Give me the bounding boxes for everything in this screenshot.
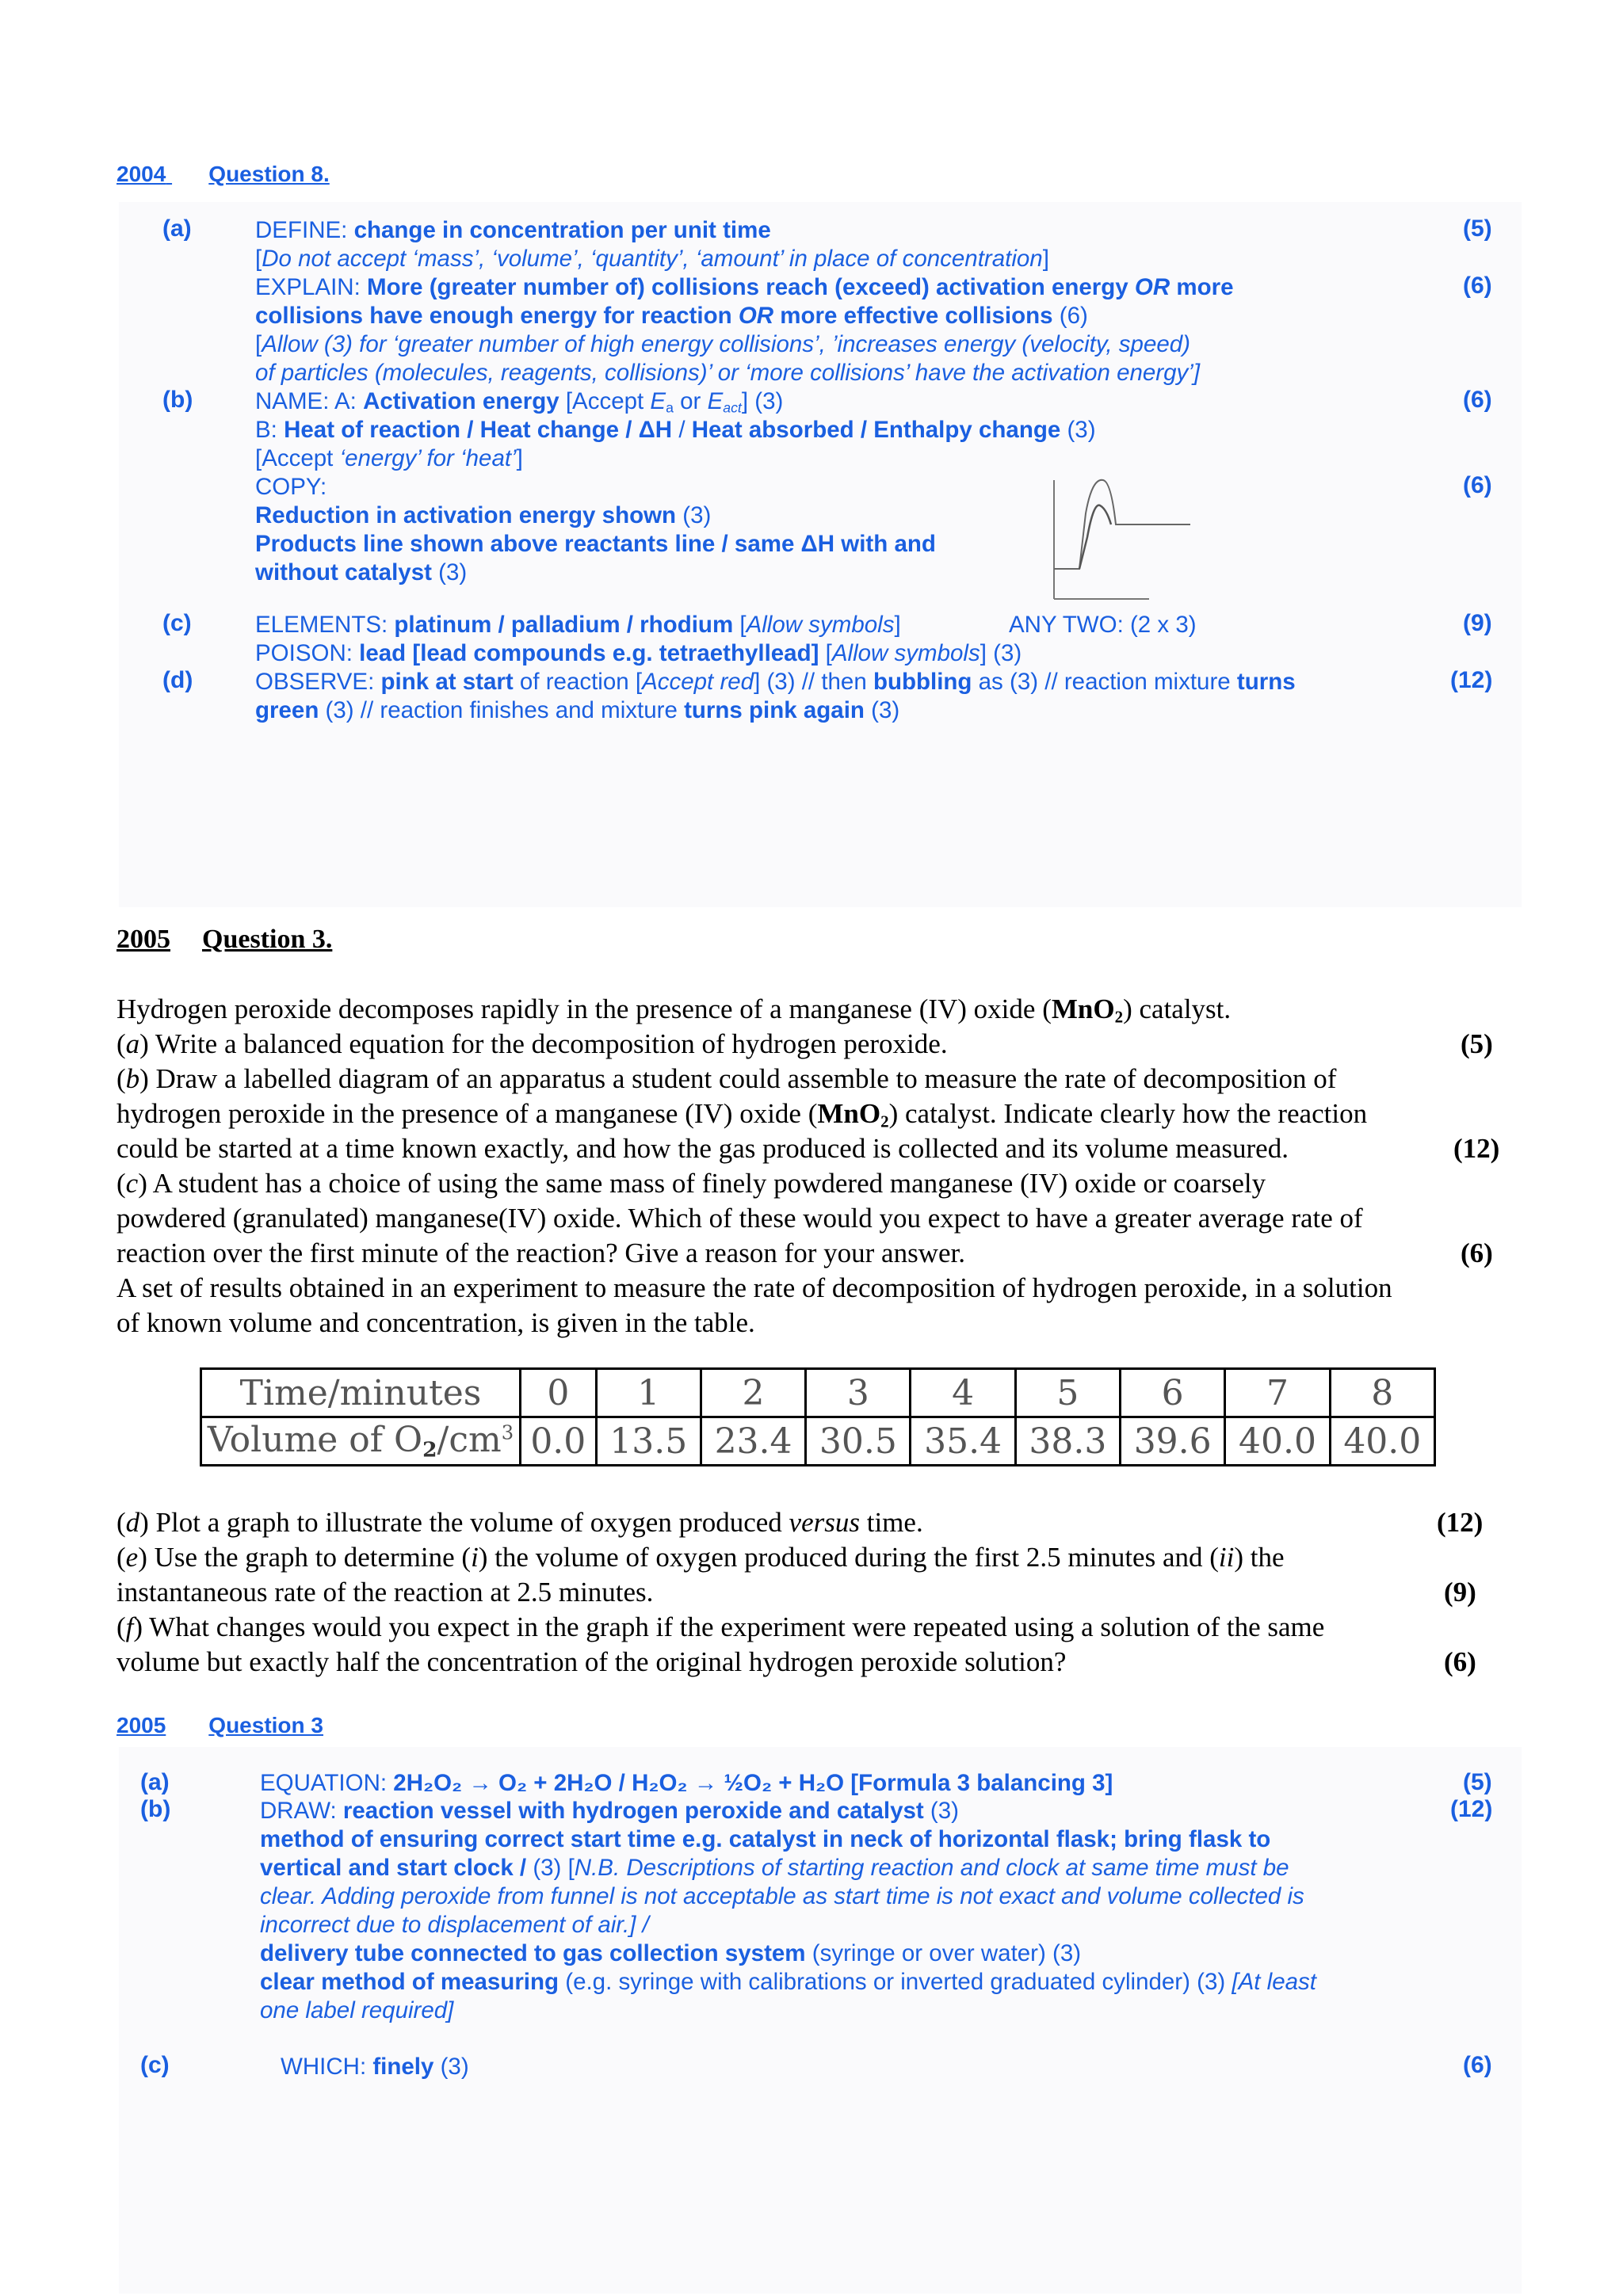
a-line-2: [Do not accept ‘mass’, ‘volume’, ‘quantity’, ‘amount’ in place of concentration]: [255, 246, 1049, 272]
ans-mark-b: (12): [1450, 1796, 1493, 1822]
mark-a-2: (6): [1463, 273, 1492, 299]
ans-b-line-1: DRAW: reaction vessel with hydrogen peroxide and catalyst (3): [260, 1798, 959, 1824]
ans-b-line-6: delivery tube connected to gas collection system (syringe or over water) (3): [260, 1940, 1082, 1966]
b-line-1: NAME: A: Activation energy [Accept $E_a$ or $E_{act}$] (3): [255, 388, 784, 416]
table-row-time: [201, 1369, 1435, 1417]
table-cell: 4: [911, 1369, 1015, 1417]
part-label-b: (b): [162, 387, 193, 413]
table-cell: 39.6: [1121, 1417, 1225, 1466]
energy-profile-sketch: [1048, 474, 1195, 601]
part-label-d: (d): [162, 667, 193, 693]
q-part-d: (d) Plot a graph to illustrate the volume of oxygen produced versus time.: [116, 1507, 923, 1538]
table-cell: 1: [596, 1369, 701, 1417]
b-line-7: without catalyst (3): [255, 559, 468, 585]
q-part-c-2: powdered (granulated) manganese(IV) oxide. Which of these would you expect to have a greater average rate of: [116, 1203, 1363, 1234]
ans-label-c: (c): [140, 2052, 170, 2078]
table-cell: 30.5: [806, 1417, 911, 1466]
c-any-two: ANY TWO: (2 x 3): [1009, 612, 1197, 638]
a-line-4: collisions have enough energy for reaction OR more effective collisions (6): [255, 303, 1088, 329]
b-line-6: Products line shown above reactants line / same ΔH with and: [255, 531, 936, 557]
q-mark-a: (5): [1461, 1028, 1493, 1059]
d-line-1: OBSERVE: pink at start of reaction [Accept red] (3) // then bubbling as (3) // reaction mixture turns: [255, 669, 1296, 695]
a-line-5: [Allow (3) for ‘greater number of high energy collisions’, ’increases energy (velocity, speed): [255, 331, 1190, 357]
a-line-6: of particles (molecules, reagents, collisions)’ or ‘more collisions’ have the activation energy’]: [255, 360, 1201, 386]
b-line-2: B: Heat of reaction / Heat change / ΔH / Heat absorbed / Enthalpy change (3): [255, 417, 1096, 443]
header-year: 2004: [116, 162, 166, 186]
part-label-a: (a): [162, 215, 192, 242]
q-part-b-3: could be started at a time known exactly, and how the gas produced is collected and its volume measured.: [116, 1133, 1289, 1164]
ans-b-line-2: method of ensuring correct start time e.g. catalyst in neck of horizontal flask; bring flask to: [260, 1826, 1271, 1852]
q-part-c-1: (c) A student has a choice of using the same mass of finely powdered manganese (IV) oxide or coarsely: [116, 1168, 1266, 1199]
c-line-1: ELEMENTS: platinum / palladium / rhodium [Allow symbols]: [255, 612, 901, 638]
ans-mark-a: (5): [1463, 1769, 1492, 1795]
q-part-e-2: instantaneous rate of the reaction at 2.5 minutes.: [116, 1577, 654, 1608]
table-cell: 0: [521, 1369, 597, 1417]
table-cell: 2: [701, 1369, 805, 1417]
a-line-3: EXPLAIN: More (greater number of) collisions reach (exceed) activation energy OR more: [255, 274, 1234, 300]
q-mark-e: (9): [1444, 1577, 1476, 1608]
ans-b-line-8: one label required]: [260, 1997, 454, 2023]
table-cell: 7: [1225, 1369, 1330, 1417]
table-cell: 5: [1015, 1369, 1120, 1417]
row-label-volume: Volume of $O_2/cm^3$: [201, 1417, 521, 1466]
table-cell: 13.5: [596, 1417, 701, 1466]
c-line-2: POISON: lead [lead compounds e.g. tetraethyllead] [Allow symbols] (3): [255, 640, 1022, 666]
mark-c: (9): [1463, 610, 1492, 636]
part-label-c: (c): [162, 610, 192, 636]
mark-a-1: (5): [1463, 215, 1492, 242]
ans-a-line: EQUATION: 2H₂O₂ → O₂ + 2H₂O / H₂O₂ → ½O₂ + H₂O [Formula 3 balancing 3]: [260, 1770, 1113, 1796]
table-cell: 35.4: [911, 1417, 1015, 1466]
ans-b-line-4: clear. Adding peroxide from funnel is not acceptable as start time is not exact and volume collected is: [260, 1883, 1304, 1909]
mark-d: (12): [1450, 667, 1493, 693]
b-line-3: [Accept ‘energy’ for ‘heat’]: [255, 445, 523, 471]
table-cell: 38.3: [1015, 1417, 1120, 1466]
q-mark-f: (6): [1444, 1646, 1476, 1677]
b-line-5: Reduction in activation energy shown (3): [255, 502, 712, 528]
ans-b-line-5: incorrect due to displacement of air.] /: [260, 1912, 649, 1938]
table-cell: 3: [806, 1369, 911, 1417]
table-row-volume: [201, 1417, 1435, 1466]
q-set-2: of known volume and concentration, is given in the table.: [116, 1307, 755, 1338]
table-cell: 0.0: [521, 1417, 597, 1466]
ans-mark-c: (6): [1463, 2052, 1492, 2078]
table-cell: 23.4: [701, 1417, 805, 1466]
q-part-a: (a) Write a balanced equation for the decomposition of hydrogen peroxide.: [116, 1028, 948, 1059]
header-question: Question 8.: [208, 162, 330, 186]
q-part-f-1: (f) What changes would you expect in the graph if the experiment were repeated using a solution of the same: [116, 1611, 1325, 1642]
table-cell: 40.0: [1225, 1417, 1330, 1466]
q-mark-d: (12): [1437, 1507, 1484, 1538]
q-mark-c: (6): [1461, 1238, 1493, 1268]
row-label-time: Time/minutes: [201, 1369, 521, 1417]
mark-b-2: (6): [1463, 472, 1492, 498]
a-line-1: DEFINE: change in concentration per unit time: [255, 217, 771, 243]
section-header-2005-answers: 2005 Question 3: [116, 1713, 323, 1737]
q-set-1: A set of results obtained in an experiment to measure the rate of decomposition of hydrogen peroxide, in a solution: [116, 1272, 1392, 1303]
q-part-c-3: reaction over the first minute of the reaction? Give a reason for your answer.: [116, 1238, 965, 1268]
table-cell: 8: [1330, 1369, 1434, 1417]
table-cell: 40.0: [1330, 1417, 1434, 1466]
results-table: [200, 1367, 1436, 1466]
section-header-2004: [116, 162, 330, 187]
ans-b-line-7: clear method of measuring (e.g. syringe with calibrations or inverted graduated cylinder) (3) [At least: [260, 1969, 1316, 1995]
table-cell: 6: [1121, 1369, 1225, 1417]
ans-c-line: WHICH: finely (3): [281, 2054, 469, 2080]
b-line-4: COPY:: [255, 474, 327, 500]
ans-label-a: (a): [140, 1769, 170, 1795]
mark-b-1: (6): [1463, 387, 1492, 413]
section-header-2005-question: 2005 Question 3.: [116, 925, 333, 954]
q-part-b-1: (b) Draw a labelled diagram of an apparatus a student could assemble to measure the rate of decomposition of: [116, 1063, 1337, 1094]
ans-b-line-3: vertical and start clock / (3) [N.B. Descriptions of starting reaction and clock at same time must be: [260, 1855, 1289, 1881]
q-intro: Hydrogen peroxide decomposes rapidly in the presence of a manganese (IV) oxide (MnO$_2$) catalyst.: [116, 994, 1232, 1027]
q-part-e-1: (e) Use the graph to determine (i) the volume of oxygen produced during the first 2.5 minutes and (ii) the: [116, 1542, 1285, 1573]
q-part-b-2: hydrogen peroxide in the presence of a manganese (IV) oxide (MnO$_2$) catalyst. Indicate clearly how the reaction: [116, 1098, 1368, 1131]
ans-label-b: (b): [140, 1796, 171, 1822]
q-part-f-2: volume but exactly half the concentration of the original hydrogen peroxide solution?: [116, 1646, 1067, 1677]
q-mark-b: (12): [1453, 1133, 1500, 1164]
d-line-2: green (3) // reaction finishes and mixture turns pink again (3): [255, 697, 900, 723]
